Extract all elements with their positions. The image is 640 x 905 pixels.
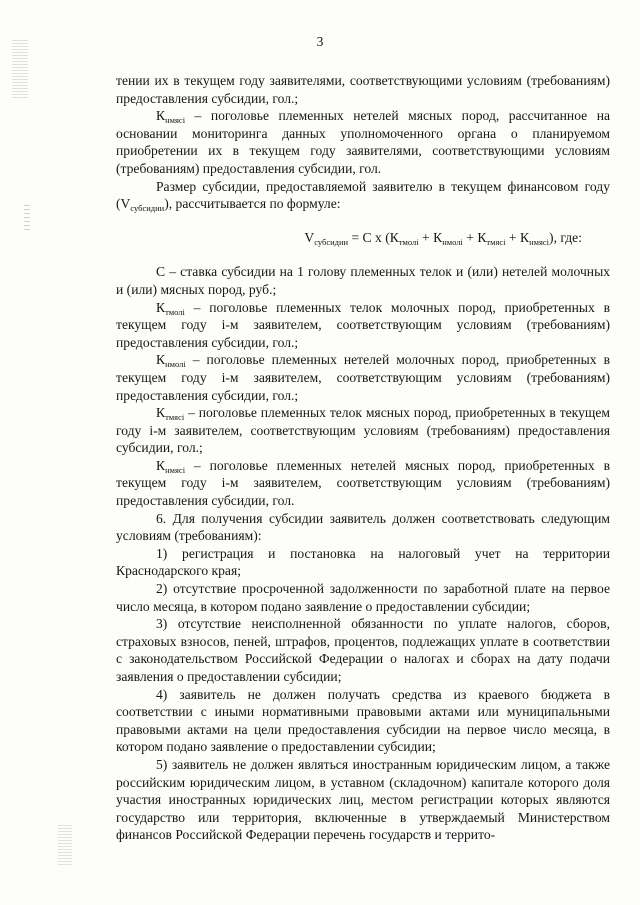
formula-part: + К: [462, 229, 487, 245]
formula-subscript: нмолi: [442, 236, 463, 247]
condition-1: 1) регистрация и постановка на налоговый учет на территории Краснодарского края;: [116, 545, 610, 579]
symbol: К: [156, 108, 166, 124]
formula-subscript: тмолi: [398, 236, 419, 247]
condition-2: 2) отсутствие просроченной задолженности по заработной плате на первое число месяца, в котором подано заявление о предоставлении субсидии;: [116, 581, 610, 614]
formula-subscript: нмясi: [529, 236, 550, 247]
subscript: субсидии: [130, 203, 165, 214]
paragraph-text: ), рассчитывается по формуле:: [164, 196, 341, 212]
symbol: К: [156, 457, 166, 473]
symbol: К: [156, 299, 166, 315]
definition-k-tmyas: [116, 404, 610, 457]
scan-artifact: [24, 205, 30, 233]
subscript: нмясi: [165, 464, 186, 475]
subsidy-formula: [116, 229, 610, 247]
definition-c: С – ставка субсидии на 1 голову племенных телок и (или) нетелей молочных и (или) мясных пород, руб.;: [116, 264, 610, 297]
document-body: [116, 72, 610, 844]
condition-5: 5) заявитель не должен являться иностранным юридическим лицом, а также российским юридическим лицом, в уставном (складочном) капитале которого доля участия иностранных юридических лиц, местом регистрации которых являются государство или территория, включенные в утверждаемый Министерством финансов Российской Федерации перечень государств и террито-: [116, 756, 610, 843]
formula-part: ), где:: [549, 229, 582, 245]
definition-text: – поголовье племенных телок мясных пород, приобретенных в текущем году i-м заявителем, соответствующим условиям (требованиям) предоставления субсидии, гол.;: [116, 405, 610, 456]
formula-part: + К: [418, 229, 443, 245]
paragraph-text: Размер субсидии, предоставляемой заявителю в текущем финансовом году (V: [116, 178, 610, 212]
symbol: К: [156, 352, 166, 368]
subscript: тмолi: [165, 306, 185, 317]
subscript: нмолi: [165, 359, 186, 370]
subscript: тмясi: [165, 412, 185, 423]
item-6-heading: 6. Для получения субсидии заявитель должен соответствовать следующим условиям (требованиям):: [116, 510, 610, 544]
subsidy-size-paragraph: [116, 178, 610, 213]
definition-text: – поголовье племенных нетелей мясных пород, приобретенных в текущем году i-м заявителем, соответствующим условиям (требованиям) предоставления субсидии, гол.: [116, 457, 610, 509]
formula-subscript: субсидии: [314, 236, 349, 247]
scan-artifact: [58, 825, 72, 865]
condition-4: 4) заявитель не должен получать средства из краевого бюджета в соответствии с иными нормативными правовыми актами или муниципальными правовыми актами на цели предоставления субсидии на первое число месяца, в котором подано заявление о предоставлении субсидии;: [116, 686, 610, 755]
subscript: нмясi: [165, 115, 186, 126]
definition-k-nmyas: [116, 457, 610, 510]
formula-part: = С х (К: [348, 229, 399, 245]
formula-part: V: [304, 229, 315, 245]
symbol: К: [156, 405, 166, 421]
definition-k-nmol: [116, 351, 610, 404]
definition-k-nmyas-plan: [116, 107, 610, 177]
formula-part: + К: [505, 229, 530, 245]
definition-text: – поголовье племенных телок молочных пород, приобретенных в текущем году i-м заявителем, соответствующим условиям (требованиям) предоставления субсидии, гол.;: [116, 299, 610, 350]
paragraph-continuation: тении их в текущем году заявителями, соответствующими условиям (требованиям) предоставления субсидии, гол.;: [116, 73, 610, 106]
condition-3: 3) отсутствие неисполненной обязанности по уплате налогов, сборов, страховых взносов, пеней, штрафов, процентов, подлежащих уплате в соответствии с законодательством Российской Федерации о налогах и сборах на дату подачи заявления о предоставлении субсидии;: [116, 616, 610, 684]
definition-text: – поголовье племенных нетелей мясных пород, рассчитанное на основании мониторинга данных уполномоченного органа о планируемом приобретении их в текущем году заявителями, соответствующими условиям (требованиям) предоставления субсидии, гол.: [116, 108, 610, 176]
definition-k-tmol: [116, 299, 610, 352]
formula-subscript: тмясi: [486, 236, 506, 247]
definition-text: – поголовье племенных нетелей молочных пород, приобретенных в текущем году i-м заявителем, соответствующим условиям (требованиям) предоставления субсидии, гол.;: [116, 352, 610, 403]
page-number: 3: [316, 34, 324, 49]
